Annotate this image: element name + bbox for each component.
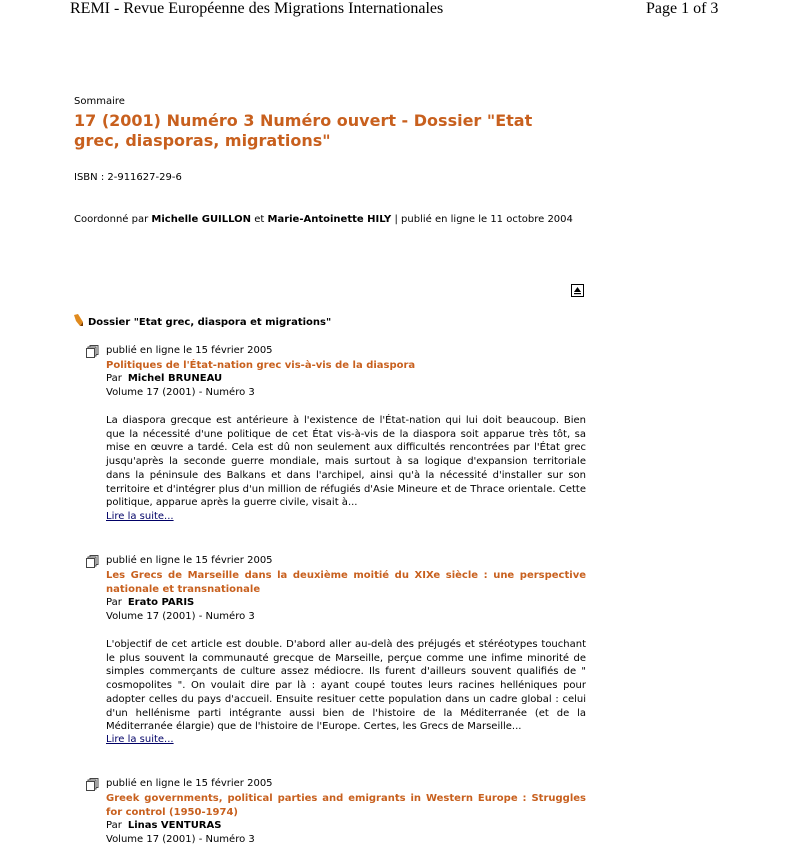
section-title: Dossier "Etat grec, diaspora et migrations" (88, 316, 332, 328)
document-header (0, 0, 789, 24)
isbn: ISBN : 2-911627-29-6 (74, 172, 182, 183)
by-label: Par (106, 373, 122, 384)
author-line (106, 597, 194, 608)
article-title-link[interactable]: Greek governments, political parties and emigrants in Western Europe : Struggles for control (1950-1974) (106, 793, 586, 818)
journal-title: REMI - Revue Européenne des Migrations Internationales (70, 0, 444, 17)
author-line (106, 373, 222, 384)
volume-info: Volume 17 (2001) - Numéro 3 (106, 387, 255, 398)
volume-info: Volume 17 (2001) - Numéro 3 (106, 611, 255, 622)
article-abstract: La diaspora grecque est antérieure à l'existence de l'État-nation qui lui doit beaucoup. Bien que la nécessité d'une politique de cet État vis-à-vis de la diaspora soit apparue très tôt, sa mise en œuvre a tardé. Cela est dû non seulement aux difficultés rencontrées par l'État grec jusqu'après la seconde guerre mondiale, mais surtout à sa logique d'expansion territoriale dans la péninsule des Balkans et dans l'archipel, ainsi qu'à la nécessité d'installer sur son territoire et d'intégrer plus d'un million de réfugiés d'Asie Mineure et de Thrace orientale. Cette politique, apparue après la guerre civile, visait à... (106, 415, 586, 509)
by-label: Par (106, 820, 122, 831)
sommaire-label: Sommaire (74, 96, 125, 107)
read-more-link[interactable]: Lire la suite... (106, 511, 174, 522)
article-item (86, 345, 586, 525)
coordinator-1[interactable]: Michelle GUILLON (151, 214, 252, 225)
read-more-link[interactable]: Lire la suite... (106, 734, 174, 745)
author-line (106, 820, 221, 831)
back-to-top-button[interactable] (571, 284, 584, 297)
volume-info: Volume 17 (2001) - Numéro 3 (106, 834, 255, 845)
article-title-link[interactable]: Les Grecs de Marseille dans la deuxième moitié du XIXe siècle : une perspective nationale et transnationale (106, 570, 586, 595)
coord-and: et (254, 214, 265, 225)
author-name[interactable]: Linas VENTURAS (127, 820, 222, 831)
issue-title: 17 (2001) Numéro 3 Numéro ouvert - Dossier "Etat grec, diasporas, migrations" (74, 111, 533, 150)
author-name[interactable]: Michel BRUNEAU (127, 373, 223, 384)
coordinator-2[interactable]: Marie-Antoinette HILY (267, 214, 392, 225)
section-heading (73, 314, 331, 330)
published-date: publié en ligne le 15 février 2005 (106, 778, 273, 789)
published-date: publié en ligne le 15 février 2005 (106, 345, 273, 356)
document-icon (86, 555, 99, 571)
article-item (86, 778, 586, 858)
published-date: publié en ligne le 15 février 2005 (106, 555, 273, 566)
by-label: Par (106, 597, 122, 608)
pencil-icon (73, 314, 84, 330)
document-icon (86, 345, 99, 361)
page-number: Page 1 of 3 (646, 0, 719, 17)
coordination-line (74, 214, 573, 225)
article-item (86, 555, 586, 750)
arrow-up-icon (573, 286, 582, 295)
document-icon (86, 778, 99, 794)
author-name[interactable]: Erato PARIS (127, 597, 195, 608)
article-abstract: L'objectif de cet article est double. D'abord aller au-delà des préjugés et stéréotypes touchant le plus souvent la communauté grecque de Marseille, perçue comme une infime minorité de simples commerçants de culture assez médiocre. Ils furent d'ailleurs souvent qualifiés de " cosmopolites ". On voulait dire par là : ayant coupé toutes leurs racines helléniques pour adopter celles du pays d'accueil. Ensuite resituer cette population dans un cadre global : celui d'un hellénisme parti intégrante aussi bien de l'histoire de la Méditerranée (et de la Méditerranée élargie) que de l'histoire de l'Europe. Certes, les Grecs de Marseille... (106, 639, 586, 733)
coord-prefix: Coordonné par (74, 214, 149, 225)
article-title-link[interactable]: Politiques de l'État-nation grec vis-à-vis de la diaspora (106, 360, 416, 371)
coord-suffix: | publié en ligne le 11 octobre 2004 (394, 214, 573, 225)
